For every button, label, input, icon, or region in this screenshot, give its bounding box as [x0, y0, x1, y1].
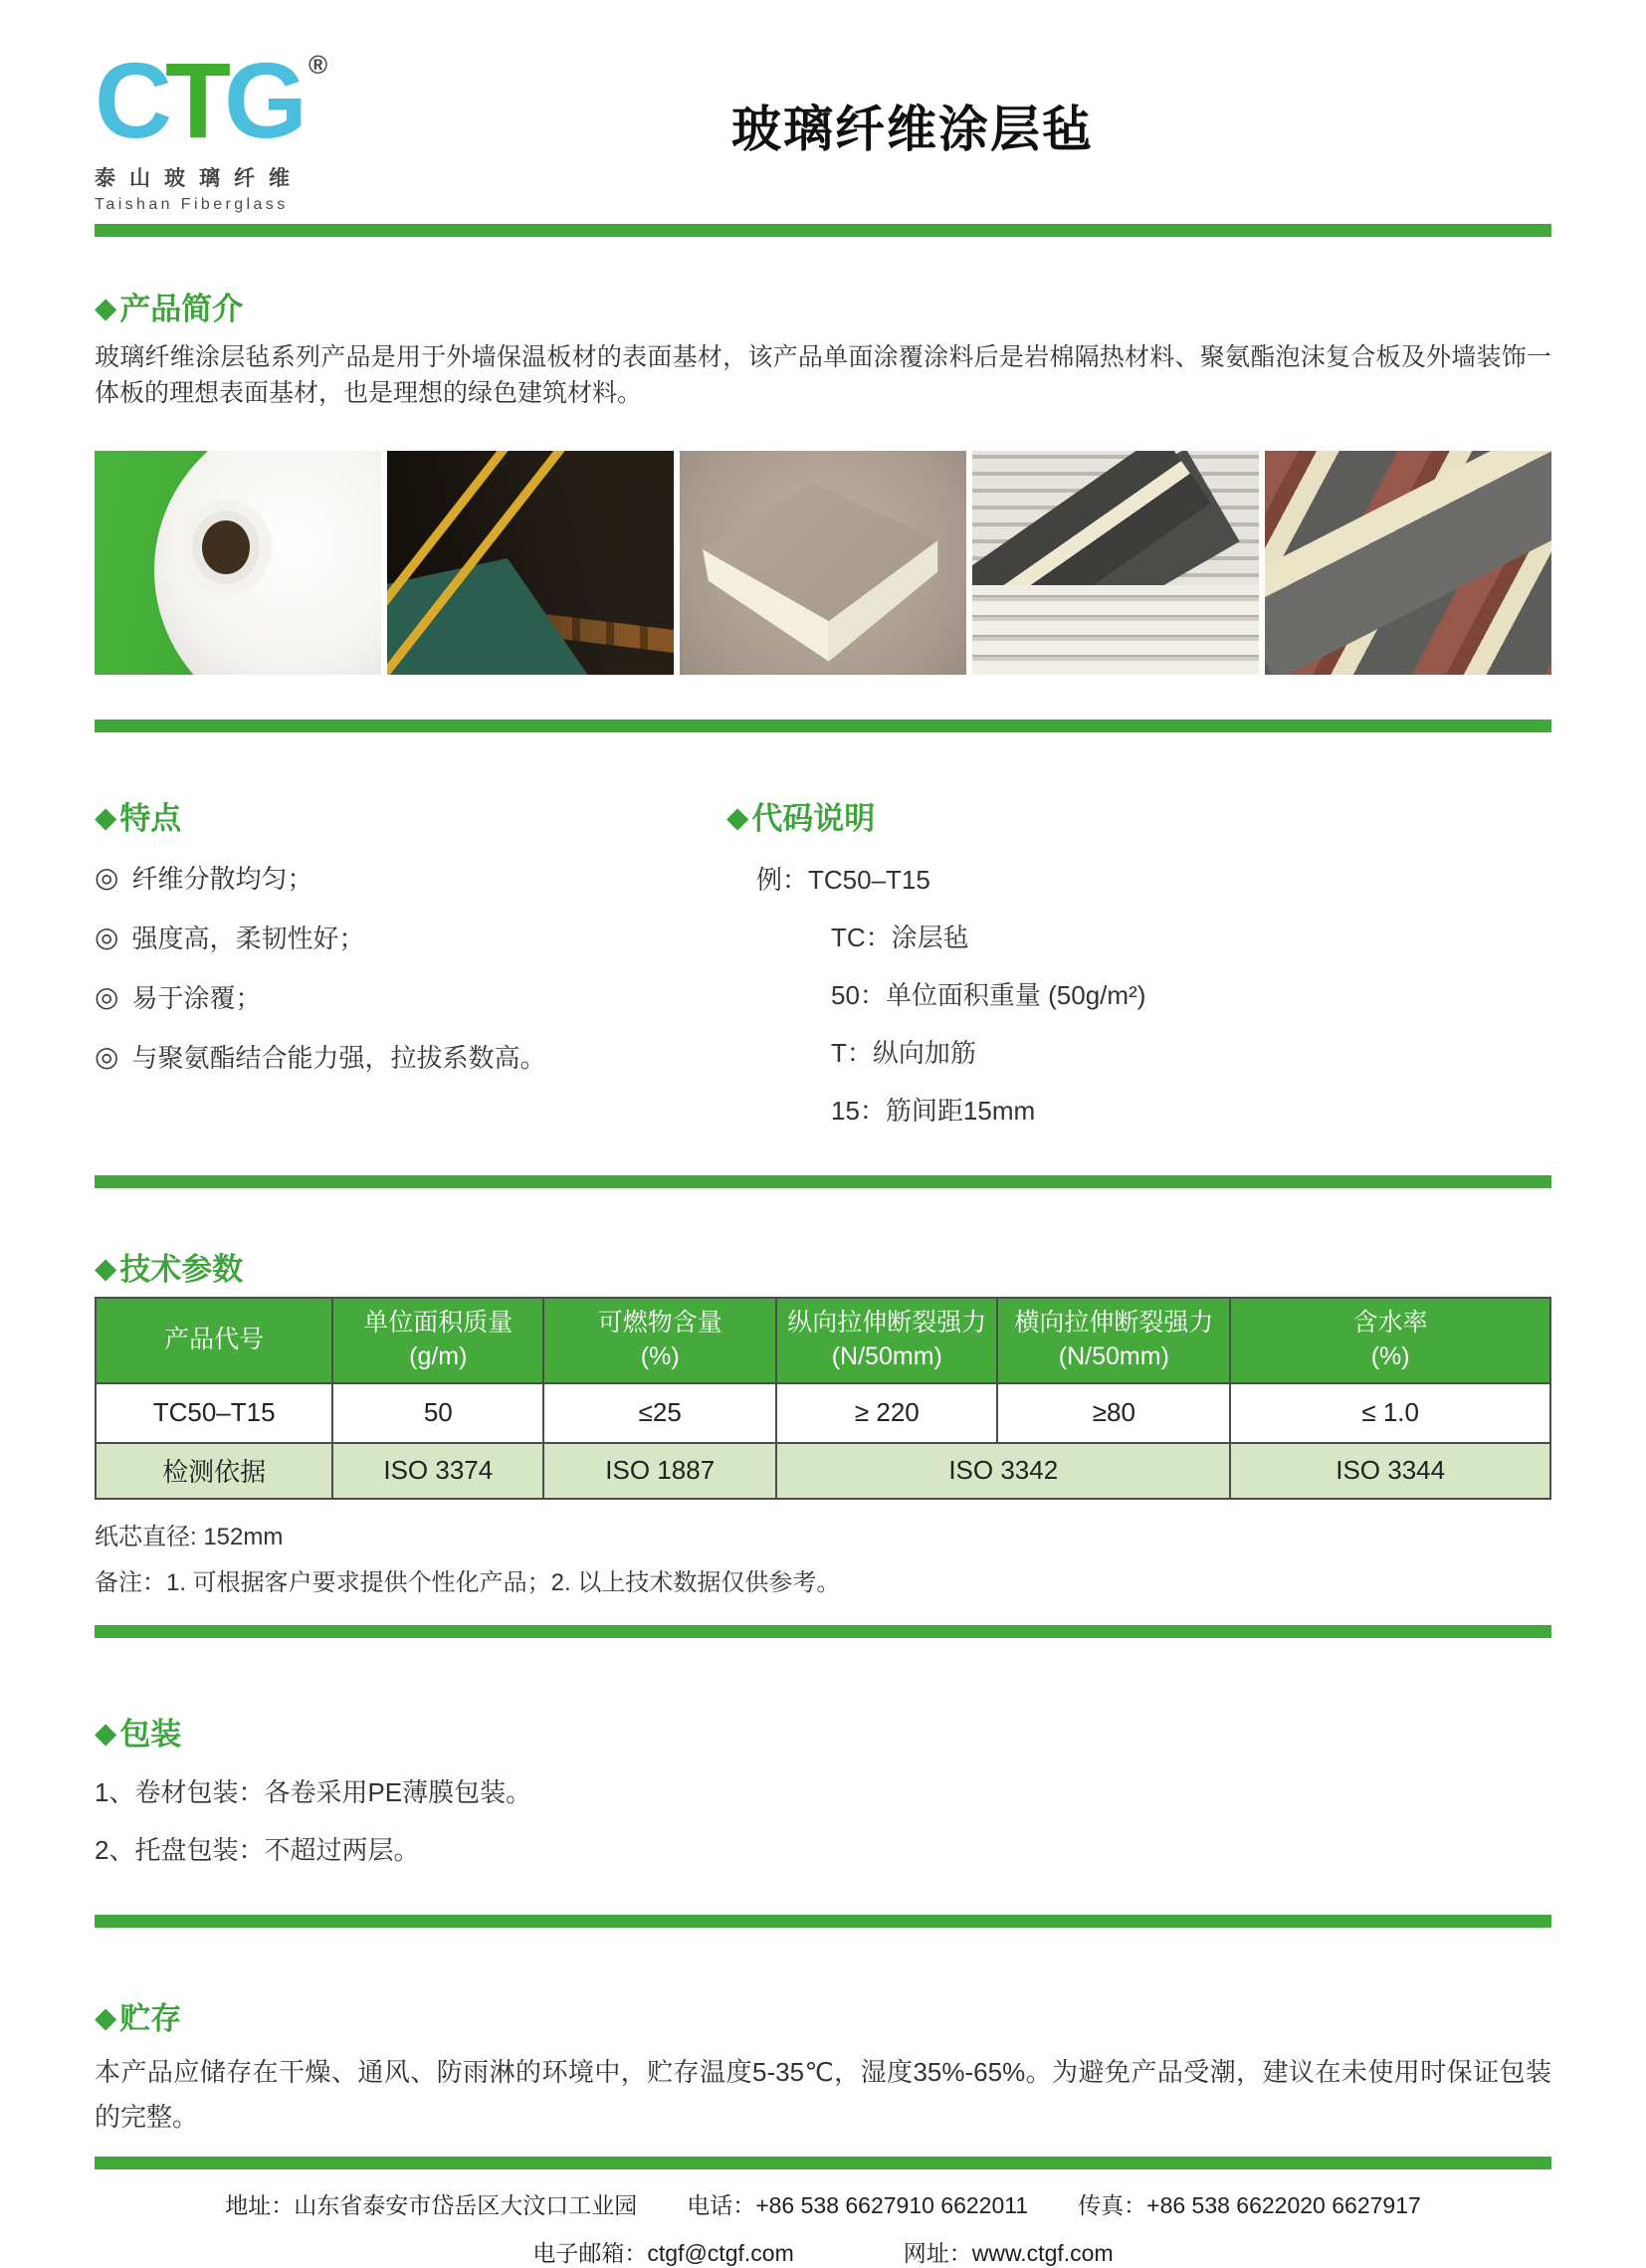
header-line1: 产品代号	[164, 1326, 265, 1354]
roll-shape	[154, 451, 381, 675]
divider-bar-header	[95, 224, 1551, 237]
footer-fax: 传真：+86 538 6622020 6627917	[1078, 2191, 1421, 2218]
tech-heading-label: 技术参数	[119, 1252, 244, 1288]
core-diameter-note: 纸芯直径: 152mm	[95, 1523, 284, 1550]
diamond-icon: ◆	[95, 1253, 117, 1286]
registered-trademark-icon: ®	[309, 50, 328, 80]
footer-website: 网址：www.ctgf.com	[903, 2239, 1114, 2266]
footer-line-2	[95, 2235, 1551, 2268]
section-heading-tech	[95, 1253, 1551, 1287]
table-basis-row	[96, 1443, 1550, 1499]
diamond-icon: ◆	[95, 2001, 117, 2034]
bullet-icon: ◎	[95, 1041, 119, 1073]
packaging-item: 2、托盘包装：不超过两层。	[95, 1834, 420, 1865]
cell-basis-iso3342: ISO 3342	[776, 1443, 1230, 1499]
product-photos-row	[95, 451, 1551, 675]
cell-md-tensile: ≥ 220	[776, 1383, 997, 1443]
logo-letter-c: C	[95, 40, 165, 160]
footer-address: 地址：山东省泰安市岱岳区大汶口工业园	[225, 2191, 638, 2218]
diamond-icon: ◆	[726, 802, 749, 835]
logo-letter-t: T	[165, 40, 224, 160]
features-code-section	[95, 802, 1551, 1128]
col-header-md-tensile	[776, 1298, 997, 1383]
logo-letter-g: G	[223, 40, 301, 160]
table-header-row	[96, 1298, 1550, 1383]
header-line2: (N/50mm)	[1058, 1342, 1169, 1371]
header-line2: (%)	[1370, 1342, 1410, 1371]
storage-paragraph: 本产品应储存在干燥、通风、防雨淋的环境中，贮存温度5-35℃，湿度35%-65%。为避免产品受潮，建议在未使用时保证包装的完整。	[95, 2056, 1551, 2133]
divider-bar-packaging	[95, 1915, 1551, 1928]
code-item: 15：筋间距15mm	[831, 1096, 1036, 1127]
col-header-moisture	[1230, 1298, 1550, 1383]
code-item: T：纵向加筋	[831, 1038, 976, 1069]
feature-text: 纤维分散均匀；	[131, 864, 313, 895]
divider-bar-footer	[95, 2157, 1551, 2169]
section-heading-intro	[95, 293, 1551, 326]
roll-core-hole	[202, 520, 250, 574]
photo-warehouse-rolls	[387, 451, 674, 675]
table-data-row	[96, 1383, 1550, 1443]
code-item: 50：单位面积重量 (50g/m²)	[831, 980, 1146, 1011]
photo-fiberglass-roll	[95, 451, 381, 675]
header-line2: (%)	[640, 1342, 680, 1371]
feature-text: 易于涂覆；	[131, 983, 262, 1014]
photo-foam-board	[680, 451, 966, 675]
diamond-icon: ◆	[95, 293, 117, 325]
footer-phone: 电话：+86 538 6627910 6622011	[687, 2191, 1029, 2218]
cell-moisture: ≤ 1.0	[1230, 1383, 1550, 1443]
code-heading-label: 代码说明	[751, 801, 876, 837]
col-header-area-weight	[332, 1298, 543, 1383]
feature-item	[95, 1038, 677, 1075]
packaging-heading-label: 包装	[119, 1716, 182, 1752]
cell-area-weight: 50	[332, 1383, 543, 1443]
col-header-combustible	[543, 1298, 776, 1383]
footer-email: 电子邮箱：ctgf@ctgf.com	[532, 2239, 794, 2266]
logo-chinese-name: 泰山玻璃纤维	[95, 166, 304, 190]
col-header-product-code	[96, 1298, 332, 1383]
page-title: 玻璃纤维涂层毡	[731, 102, 1094, 157]
diamond-icon: ◆	[95, 802, 117, 835]
footer-line-1	[95, 2187, 1551, 2220]
feature-text: 与聚氨酯结合能力强，拉拔系数高。	[131, 1043, 546, 1074]
header-line1: 纵向拉伸断裂强力	[787, 1309, 987, 1338]
section-heading-code	[726, 802, 1551, 836]
code-column	[677, 802, 1551, 1128]
section-heading-packaging	[95, 1718, 1551, 1752]
diamond-icon: ◆	[95, 1717, 117, 1750]
footer	[95, 2187, 1551, 2268]
header-line2: (N/50mm)	[831, 1342, 942, 1371]
header-line1: 单位面积质量	[363, 1309, 514, 1338]
ctg-wordmark	[95, 40, 301, 160]
divider-bar-tech	[95, 1625, 1551, 1638]
cell-basis-iso1887: ISO 1887	[543, 1443, 776, 1499]
intro-heading-label: 产品简介	[119, 292, 244, 326]
feature-text: 强度高，柔韧性好；	[131, 924, 365, 954]
divider-bar-code	[95, 1175, 1551, 1188]
cell-basis-label: 检测依据	[96, 1443, 332, 1499]
cell-basis-iso3374: ISO 3374	[332, 1443, 543, 1499]
panel-band	[1265, 451, 1551, 675]
intro-paragraph: 玻璃纤维涂层毡系列产品是用于外墙保温板材的表面基材，该产品单面涂覆涂料后是岩棉隔热材料、聚氨酯泡沫复合板及外墙装饰一体板的理想表面基材，也是理想的绿色建筑材料。	[95, 343, 1551, 407]
header-line1: 横向拉伸断裂强力	[1014, 1309, 1214, 1338]
packaging-item: 1、卷材包装：各卷采用PE薄膜包装。	[95, 1776, 532, 1807]
feature-item	[95, 859, 677, 896]
bullet-icon: ◎	[95, 862, 119, 894]
header-line1: 可燃物含量	[597, 1309, 722, 1338]
storage-heading-label: 贮存	[119, 2000, 182, 2036]
logo-english-name: Taishan Fiberglass	[95, 195, 289, 213]
photo-composite-panels	[1265, 451, 1551, 675]
section-heading-features	[95, 802, 677, 836]
header-line1: 含水率	[1352, 1309, 1428, 1338]
cell-basis-iso3344: ISO 3344	[1230, 1443, 1550, 1499]
photo-panel-stacks	[972, 451, 1259, 675]
code-item: TC：涂层毡	[831, 923, 969, 953]
code-example: 例：TC50–T15	[756, 865, 930, 896]
cell-combustible: ≤25	[543, 1383, 776, 1443]
tech-parameters-table	[95, 1297, 1551, 1500]
bullet-icon: ◎	[95, 922, 119, 953]
cell-product-code: TC50–T15	[96, 1383, 332, 1443]
bullet-icon: ◎	[95, 981, 119, 1013]
header-line2: (g/m)	[409, 1342, 468, 1371]
col-header-cd-tensile	[997, 1298, 1230, 1383]
features-column	[95, 802, 677, 1128]
features-heading-label: 特点	[119, 801, 182, 837]
divider-bar-photos	[95, 720, 1551, 732]
section-heading-storage	[95, 2002, 1551, 2036]
header	[95, 0, 1551, 224]
panel-stack	[972, 585, 1259, 675]
feature-item	[95, 919, 677, 955]
remarks-note: 备注：1. 可根据客户要求提供个性化产品；2. 以上技术数据仅供参考。	[95, 1568, 841, 1596]
cell-cd-tensile: ≥80	[997, 1383, 1230, 1443]
feature-item	[95, 978, 677, 1015]
